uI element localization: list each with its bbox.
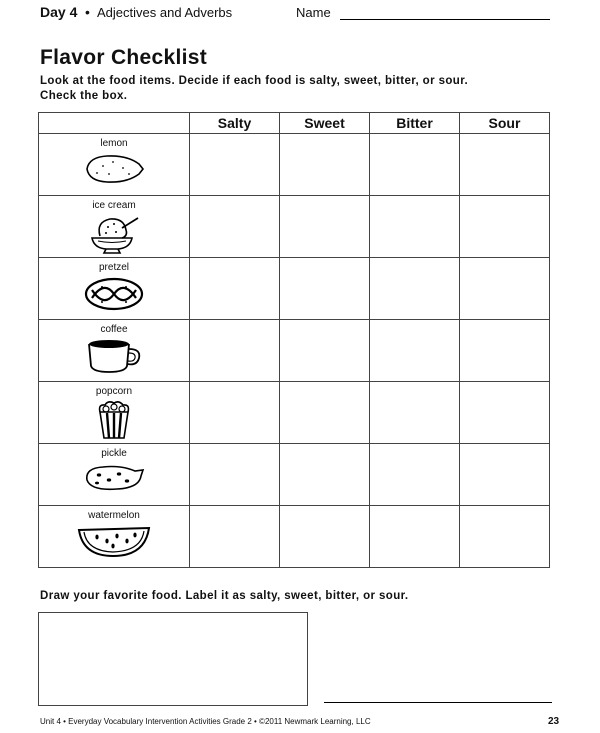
ice-cream-icon — [82, 214, 146, 254]
lemon-icon — [83, 152, 145, 186]
check-box-coffee-sweet[interactable] — [280, 320, 370, 382]
day-label: Day 4 — [40, 4, 78, 20]
topic-label: Adjectives and Adverbs — [97, 5, 233, 20]
check-box-pretzel-bitter[interactable] — [370, 258, 460, 320]
table-row — [39, 506, 550, 568]
instructions-line-1: Look at the food items. Decide if each food is salty, sweet, bitter, or sour. — [40, 75, 469, 87]
food-column-header — [39, 113, 190, 134]
food-cell-coffee — [39, 320, 190, 382]
check-box-ice-cream-sour[interactable] — [460, 196, 550, 258]
column-header-sweet: Sweet — [280, 113, 370, 134]
pretzel-icon — [82, 276, 146, 312]
check-box-pickle-salty[interactable] — [190, 444, 280, 506]
check-box-popcorn-sweet[interactable] — [280, 382, 370, 444]
check-box-pickle-sweet[interactable] — [280, 444, 370, 506]
table-row — [39, 382, 550, 444]
food-cell-ice-cream — [39, 196, 190, 258]
check-box-popcorn-sour[interactable] — [460, 382, 550, 444]
table-row — [39, 258, 550, 320]
food-label: pickle — [101, 448, 127, 459]
food-label: lemon — [100, 138, 128, 149]
table-header-row — [39, 113, 550, 134]
food-label: watermelon — [88, 510, 140, 521]
check-box-pretzel-salty[interactable] — [190, 258, 280, 320]
table-row — [39, 320, 550, 382]
table-row — [39, 134, 550, 196]
column-header-sour: Sour — [460, 113, 550, 134]
check-box-lemon-sour[interactable] — [460, 134, 550, 196]
check-box-ice-cream-bitter[interactable] — [370, 196, 460, 258]
check-box-pickle-bitter[interactable] — [370, 444, 460, 506]
check-box-popcorn-salty[interactable] — [190, 382, 280, 444]
name-input-line[interactable] — [340, 19, 550, 20]
food-cell-pickle — [39, 444, 190, 506]
food-label: ice cream — [92, 200, 136, 211]
instructions-line-2: Check the box. — [40, 90, 128, 102]
check-box-popcorn-bitter[interactable] — [370, 382, 460, 444]
flavor-checklist-table — [38, 112, 550, 568]
check-box-lemon-sweet[interactable] — [280, 134, 370, 196]
table-row — [39, 444, 550, 506]
popcorn-icon — [94, 400, 134, 440]
check-box-coffee-bitter[interactable] — [370, 320, 460, 382]
food-label: pretzel — [98, 262, 129, 273]
check-box-pickle-sour[interactable] — [460, 444, 550, 506]
footer-credit: Unit 4 • Everyday Vocabulary Intervention Activities Grade 2 • ©2011 Newmark Learning, LLC — [40, 717, 371, 726]
drawing-area[interactable] — [38, 612, 308, 706]
check-box-watermelon-sweet[interactable] — [280, 506, 370, 568]
name-label: Name — [296, 5, 331, 20]
page-title: Flavor Checklist — [40, 46, 208, 69]
watermelon-icon — [75, 524, 153, 558]
food-cell-watermelon — [39, 506, 190, 568]
check-box-pretzel-sour[interactable] — [460, 258, 550, 320]
check-box-watermelon-bitter[interactable] — [370, 506, 460, 568]
check-box-lemon-salty[interactable] — [190, 134, 280, 196]
food-label-line[interactable] — [324, 702, 552, 703]
food-cell-pretzel — [39, 258, 190, 320]
coffee-icon — [85, 338, 143, 374]
table-row — [39, 196, 550, 258]
header-bullet: • — [85, 4, 90, 20]
draw-prompt: Draw your favorite food. Label it as salty, sweet, bitter, or sour. — [40, 590, 409, 602]
check-box-watermelon-sour[interactable] — [460, 506, 550, 568]
page-header — [40, 4, 550, 24]
column-header-bitter: Bitter — [370, 113, 460, 134]
check-box-coffee-salty[interactable] — [190, 320, 280, 382]
check-box-lemon-bitter[interactable] — [370, 134, 460, 196]
check-box-ice-cream-sweet[interactable] — [280, 196, 370, 258]
check-box-pretzel-sweet[interactable] — [280, 258, 370, 320]
food-label: coffee — [100, 324, 128, 335]
pickle-icon — [81, 462, 147, 492]
food-label: popcorn — [95, 386, 133, 397]
food-cell-lemon — [39, 134, 190, 196]
check-box-coffee-sour[interactable] — [460, 320, 550, 382]
page-number: 23 — [548, 716, 560, 727]
check-box-ice-cream-salty[interactable] — [190, 196, 280, 258]
column-header-salty: Salty — [190, 113, 280, 134]
food-cell-popcorn — [39, 382, 190, 444]
check-box-watermelon-salty[interactable] — [190, 506, 280, 568]
